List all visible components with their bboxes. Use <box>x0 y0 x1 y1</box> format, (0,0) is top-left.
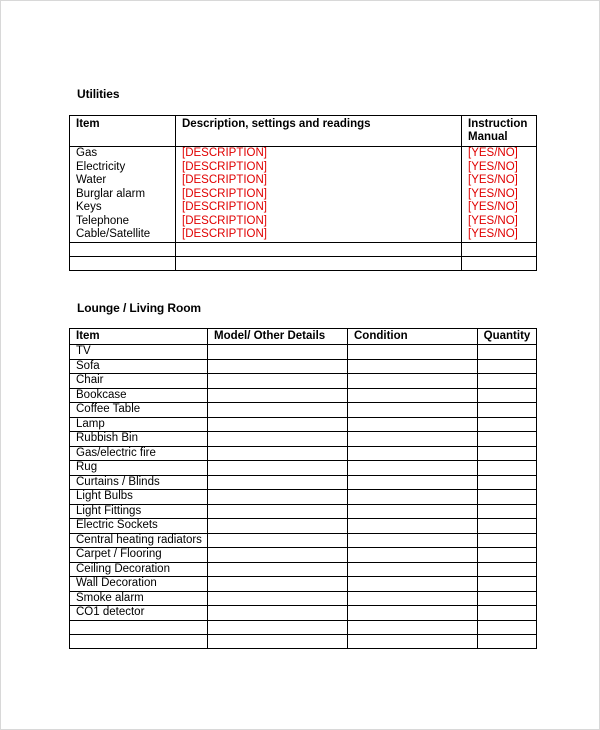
header-model: Model/ Other Details <box>208 329 348 345</box>
model-cell[interactable] <box>208 374 348 389</box>
item-cell: Wall Decoration <box>70 577 208 592</box>
description-cell[interactable]: [DESCRIPTION] <box>176 161 462 175</box>
condition-cell[interactable] <box>348 620 478 634</box>
item-cell: TV <box>70 345 208 360</box>
table-row <box>70 359 537 374</box>
quantity-cell[interactable] <box>478 403 537 418</box>
table-row <box>70 461 537 476</box>
table-row <box>70 215 537 229</box>
manual-cell[interactable]: [YES/NO] <box>462 174 537 188</box>
quantity-cell[interactable] <box>478 388 537 403</box>
quantity-cell[interactable] <box>478 461 537 476</box>
quantity-cell[interactable] <box>478 345 537 360</box>
table-row <box>70 374 537 389</box>
model-cell[interactable] <box>208 359 348 374</box>
quantity-cell[interactable] <box>478 577 537 592</box>
lounge-table <box>69 328 537 649</box>
condition-cell[interactable] <box>348 548 478 563</box>
item-cell: Ceiling Decoration <box>70 562 208 577</box>
table-row <box>70 147 537 161</box>
quantity-cell[interactable] <box>478 504 537 519</box>
model-cell[interactable] <box>208 432 348 447</box>
description-cell[interactable]: [DESCRIPTION] <box>176 147 462 161</box>
quantity-cell[interactable] <box>478 606 537 621</box>
condition-cell[interactable] <box>348 519 478 534</box>
item-cell: Burglar alarm <box>70 188 176 202</box>
description-cell[interactable]: [DESCRIPTION] <box>176 174 462 188</box>
table-header-row <box>70 329 537 345</box>
table-row <box>70 504 537 519</box>
table-row <box>70 388 537 403</box>
condition-cell[interactable] <box>348 562 478 577</box>
header-item: Item <box>70 116 176 147</box>
manual-cell[interactable]: [YES/NO] <box>462 215 537 229</box>
quantity-cell[interactable] <box>478 591 537 606</box>
condition-cell[interactable] <box>348 461 478 476</box>
description-cell[interactable]: [DESCRIPTION] <box>176 201 462 215</box>
table-row <box>70 606 537 621</box>
model-cell[interactable] <box>208 634 348 648</box>
condition-cell[interactable] <box>348 403 478 418</box>
quantity-cell[interactable] <box>478 417 537 432</box>
quantity-cell[interactable] <box>478 490 537 505</box>
table-row <box>70 403 537 418</box>
table-row <box>70 161 537 175</box>
quantity-cell[interactable] <box>478 519 537 534</box>
item-cell[interactable] <box>70 620 208 634</box>
header-description: Description, settings and readings <box>176 116 462 147</box>
utilities-table <box>69 115 537 271</box>
table-row <box>70 188 537 202</box>
quantity-cell[interactable] <box>478 634 537 648</box>
model-cell[interactable] <box>208 388 348 403</box>
quantity-cell[interactable] <box>478 359 537 374</box>
empty-cell[interactable] <box>176 256 462 270</box>
quantity-cell[interactable] <box>478 475 537 490</box>
description-cell[interactable]: [DESCRIPTION] <box>176 215 462 229</box>
table-row <box>70 490 537 505</box>
utilities-title: Utilities <box>77 87 120 101</box>
table-row <box>70 562 537 577</box>
table-row <box>70 591 537 606</box>
condition-cell[interactable] <box>348 374 478 389</box>
table-row <box>70 345 537 360</box>
model-cell[interactable] <box>208 620 348 634</box>
manual-cell[interactable]: [YES/NO] <box>462 161 537 175</box>
item-cell: Central heating radiators <box>70 533 208 548</box>
item-cell: Sofa <box>70 359 208 374</box>
manual-cell[interactable]: [YES/NO] <box>462 147 537 161</box>
manual-cell[interactable]: [YES/NO] <box>462 228 537 242</box>
item-cell: Gas/electric fire <box>70 446 208 461</box>
item-cell: Gas <box>70 147 176 161</box>
condition-cell[interactable] <box>348 490 478 505</box>
header-quantity: Quantity <box>478 329 537 345</box>
model-cell[interactable] <box>208 577 348 592</box>
manual-cell[interactable]: [YES/NO] <box>462 188 537 202</box>
condition-cell[interactable] <box>348 417 478 432</box>
quantity-cell[interactable] <box>478 620 537 634</box>
item-cell: Bookcase <box>70 388 208 403</box>
item-cell: Light Bulbs <box>70 490 208 505</box>
table-row <box>70 548 537 563</box>
empty-cell[interactable] <box>70 256 176 270</box>
model-cell[interactable] <box>208 446 348 461</box>
table-row <box>70 519 537 534</box>
description-cell[interactable]: [DESCRIPTION] <box>176 188 462 202</box>
empty-cell[interactable] <box>462 242 537 256</box>
quantity-cell[interactable] <box>478 548 537 563</box>
condition-cell[interactable] <box>348 388 478 403</box>
item-cell: Cable/Satellite <box>70 228 176 242</box>
condition-cell[interactable] <box>348 634 478 648</box>
table-row <box>70 174 537 188</box>
condition-cell[interactable] <box>348 591 478 606</box>
model-cell[interactable] <box>208 403 348 418</box>
empty-row <box>70 634 537 648</box>
condition-cell[interactable] <box>348 359 478 374</box>
condition-cell[interactable] <box>348 533 478 548</box>
item-cell: CO1 detector <box>70 606 208 621</box>
table-row <box>70 446 537 461</box>
condition-cell[interactable] <box>348 606 478 621</box>
header-instruction-manual: Instruction Manual <box>462 116 537 147</box>
manual-cell[interactable]: [YES/NO] <box>462 201 537 215</box>
empty-row <box>70 620 537 634</box>
empty-cell[interactable] <box>462 256 537 270</box>
item-cell: Electricity <box>70 161 176 175</box>
table-header-row <box>70 116 537 147</box>
table-row <box>70 475 537 490</box>
model-cell[interactable] <box>208 345 348 360</box>
item-cell: Carpet / Flooring <box>70 548 208 563</box>
model-cell[interactable] <box>208 591 348 606</box>
condition-cell[interactable] <box>348 475 478 490</box>
item-cell: Water <box>70 174 176 188</box>
model-cell[interactable] <box>208 562 348 577</box>
quantity-cell[interactable] <box>478 533 537 548</box>
condition-cell[interactable] <box>348 432 478 447</box>
model-cell[interactable] <box>208 475 348 490</box>
table-row <box>70 577 537 592</box>
model-cell[interactable] <box>208 606 348 621</box>
quantity-cell[interactable] <box>478 374 537 389</box>
condition-cell[interactable] <box>348 504 478 519</box>
empty-row <box>70 242 537 256</box>
model-cell[interactable] <box>208 533 348 548</box>
item-cell: Coffee Table <box>70 403 208 418</box>
model-cell[interactable] <box>208 504 348 519</box>
item-cell: Rubbish Bin <box>70 432 208 447</box>
condition-cell[interactable] <box>348 577 478 592</box>
header-item: Item <box>70 329 208 345</box>
model-cell[interactable] <box>208 490 348 505</box>
empty-cell[interactable] <box>70 242 176 256</box>
model-cell[interactable] <box>208 548 348 563</box>
description-cell[interactable]: [DESCRIPTION] <box>176 228 462 242</box>
table-row <box>70 201 537 215</box>
item-cell: Keys <box>70 201 176 215</box>
item-cell: Light Fittings <box>70 504 208 519</box>
model-cell[interactable] <box>208 461 348 476</box>
item-cell: Electric Sockets <box>70 519 208 534</box>
condition-cell[interactable] <box>348 446 478 461</box>
item-cell: Smoke alarm <box>70 591 208 606</box>
item-cell: Chair <box>70 374 208 389</box>
model-cell[interactable] <box>208 519 348 534</box>
table-row <box>70 417 537 432</box>
table-row <box>70 533 537 548</box>
table-row <box>70 432 537 447</box>
quantity-cell[interactable] <box>478 432 537 447</box>
item-cell: Curtains / Blinds <box>70 475 208 490</box>
item-cell: Telephone <box>70 215 176 229</box>
empty-cell[interactable] <box>176 242 462 256</box>
item-cell: Rug <box>70 461 208 476</box>
quantity-cell[interactable] <box>478 446 537 461</box>
quantity-cell[interactable] <box>478 562 537 577</box>
model-cell[interactable] <box>208 417 348 432</box>
item-cell: Lamp <box>70 417 208 432</box>
item-cell[interactable] <box>70 634 208 648</box>
lounge-title: Lounge / Living Room <box>77 301 201 315</box>
condition-cell[interactable] <box>348 345 478 360</box>
table-row <box>70 228 537 242</box>
header-condition: Condition <box>348 329 478 345</box>
empty-row <box>70 256 537 270</box>
